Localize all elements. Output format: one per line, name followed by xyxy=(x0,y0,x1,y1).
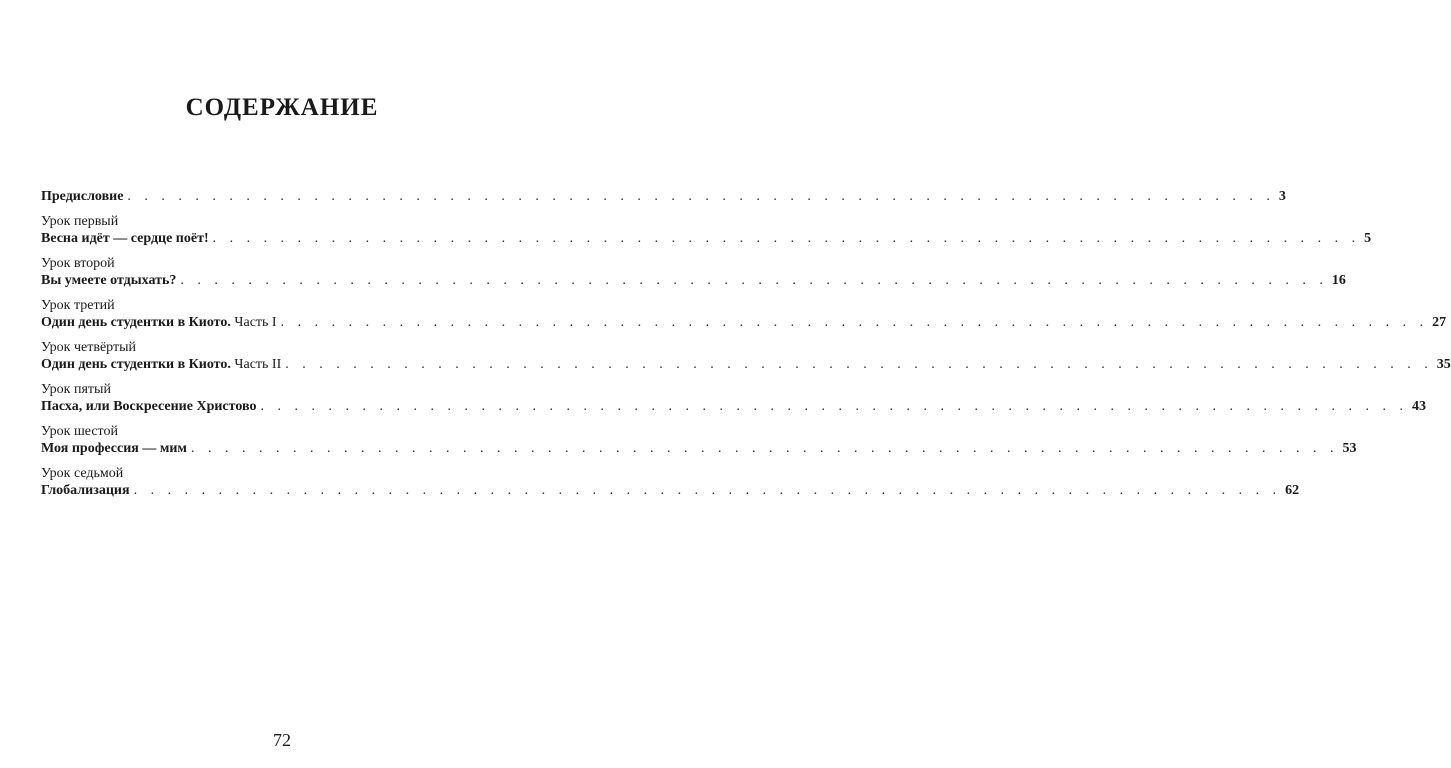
toc-entry-lesson-7 xyxy=(41,465,1300,500)
toc-entry-lesson-4 xyxy=(41,339,1451,374)
lesson-label: Урок седьмой xyxy=(41,466,124,481)
toc-page-number: 43 xyxy=(1411,399,1426,414)
toc-page-number: 53 xyxy=(1342,441,1357,456)
dot-leader: . . . . . . . . . . . . . . . . . . . . . . . . . . . . . . . . . . . . . . . . . . . . . . . . . . . . . . . . . . . . . . . . . . . . xyxy=(127,189,1275,204)
toc-line xyxy=(41,398,1426,416)
toc-title: Предисловие xyxy=(41,189,124,204)
toc-entry-lesson-3 xyxy=(41,297,1447,332)
dot-leader: . . . . . . . . . . . . . . . . . . . . . . . . . . . . . . . . . . . . . . . . . . . . . . . . . . . . . . . . . . . . . . . . . . . . xyxy=(212,231,1361,246)
dot-leader: . . . . . . . . . . . . . . . . . . . . . . . . . . . . . . . . . . . . . . . . . . . . . . . . . . . . . . . . . . . . . . . . . . . . xyxy=(280,315,1429,330)
dot-leader: . . . . . . . . . . . . . . . . . . . . . . . . . . . . . . . . . . . . . . . . . . . . . . . . . . . . . . . . . . . . . . . . . . . . xyxy=(285,357,1433,372)
toc-line xyxy=(41,230,1372,248)
toc-page-number: 35 xyxy=(1436,357,1451,372)
lesson-label: Урок второй xyxy=(41,256,115,271)
toc-title: Один день студентки в Киото. Часть I xyxy=(41,315,277,330)
toc-entry-lesson-2 xyxy=(41,255,1346,290)
toc-title: Пасха, или Воскресение Христово xyxy=(41,399,257,414)
toc-entry-preface xyxy=(41,188,1286,206)
toc-title: Вы умеете отдыхать? xyxy=(41,273,177,288)
toc-page-number: 16 xyxy=(1331,273,1346,288)
lesson-label: Урок шестой xyxy=(41,424,118,439)
table-of-contents xyxy=(41,188,1451,507)
lesson-label: Урок третий xyxy=(41,298,115,313)
toc-title: Моя профессия — мим xyxy=(41,441,187,456)
lesson-label: Урок первый xyxy=(41,214,119,229)
lesson-label: Урок пятый xyxy=(41,382,111,397)
dot-leader: . . . . . . . . . . . . . . . . . . . . . . . . . . . . . . . . . . . . . . . . . . . . . . . . . . . . . . . . . . . . . . . . . . . . xyxy=(260,399,1408,414)
toc-page-number: 27 xyxy=(1432,315,1447,330)
toc-page-number: 3 xyxy=(1278,189,1286,204)
lesson-label: Урок четвёртый xyxy=(41,340,137,355)
toc-title: Один день студентки в Киото. Часть II xyxy=(41,357,282,372)
dot-leader: . . . . . . . . . . . . . . . . . . . . . . . . . . . . . . . . . . . . . . . . . . . . . . . . . . . . . . . . . . . . . . . . . . . . xyxy=(190,441,1339,456)
toc-entry-lesson-5 xyxy=(41,381,1426,416)
toc-line xyxy=(41,188,1286,206)
toc-title: Глобализация xyxy=(41,483,130,498)
toc-line xyxy=(41,440,1357,458)
dot-leader: . . . . . . . . . . . . . . . . . . . . . . . . . . . . . . . . . . . . . . . . . . . . . . . . . . . . . . . . . . . . . . . . . . . . xyxy=(180,273,1328,288)
toc-entry-lesson-6 xyxy=(41,423,1357,458)
contents-heading: СОДЕРЖАНИЕ xyxy=(185,94,379,121)
page-number: 72 xyxy=(273,730,291,750)
toc-line xyxy=(41,272,1346,290)
dot-leader: . . . . . . . . . . . . . . . . . . . . . . . . . . . . . . . . . . . . . . . . . . . . . . . . . . . . . . . . . . . . . . . . . . . . xyxy=(133,483,1282,498)
toc-line xyxy=(41,314,1447,332)
toc-title: Весна идёт — сердце поёт! xyxy=(41,231,209,246)
toc-page-number: 62 xyxy=(1285,483,1300,498)
toc-line xyxy=(41,482,1300,500)
toc-entry-lesson-1 xyxy=(41,213,1372,248)
toc-line xyxy=(41,356,1451,374)
toc-page-number: 5 xyxy=(1364,231,1372,246)
